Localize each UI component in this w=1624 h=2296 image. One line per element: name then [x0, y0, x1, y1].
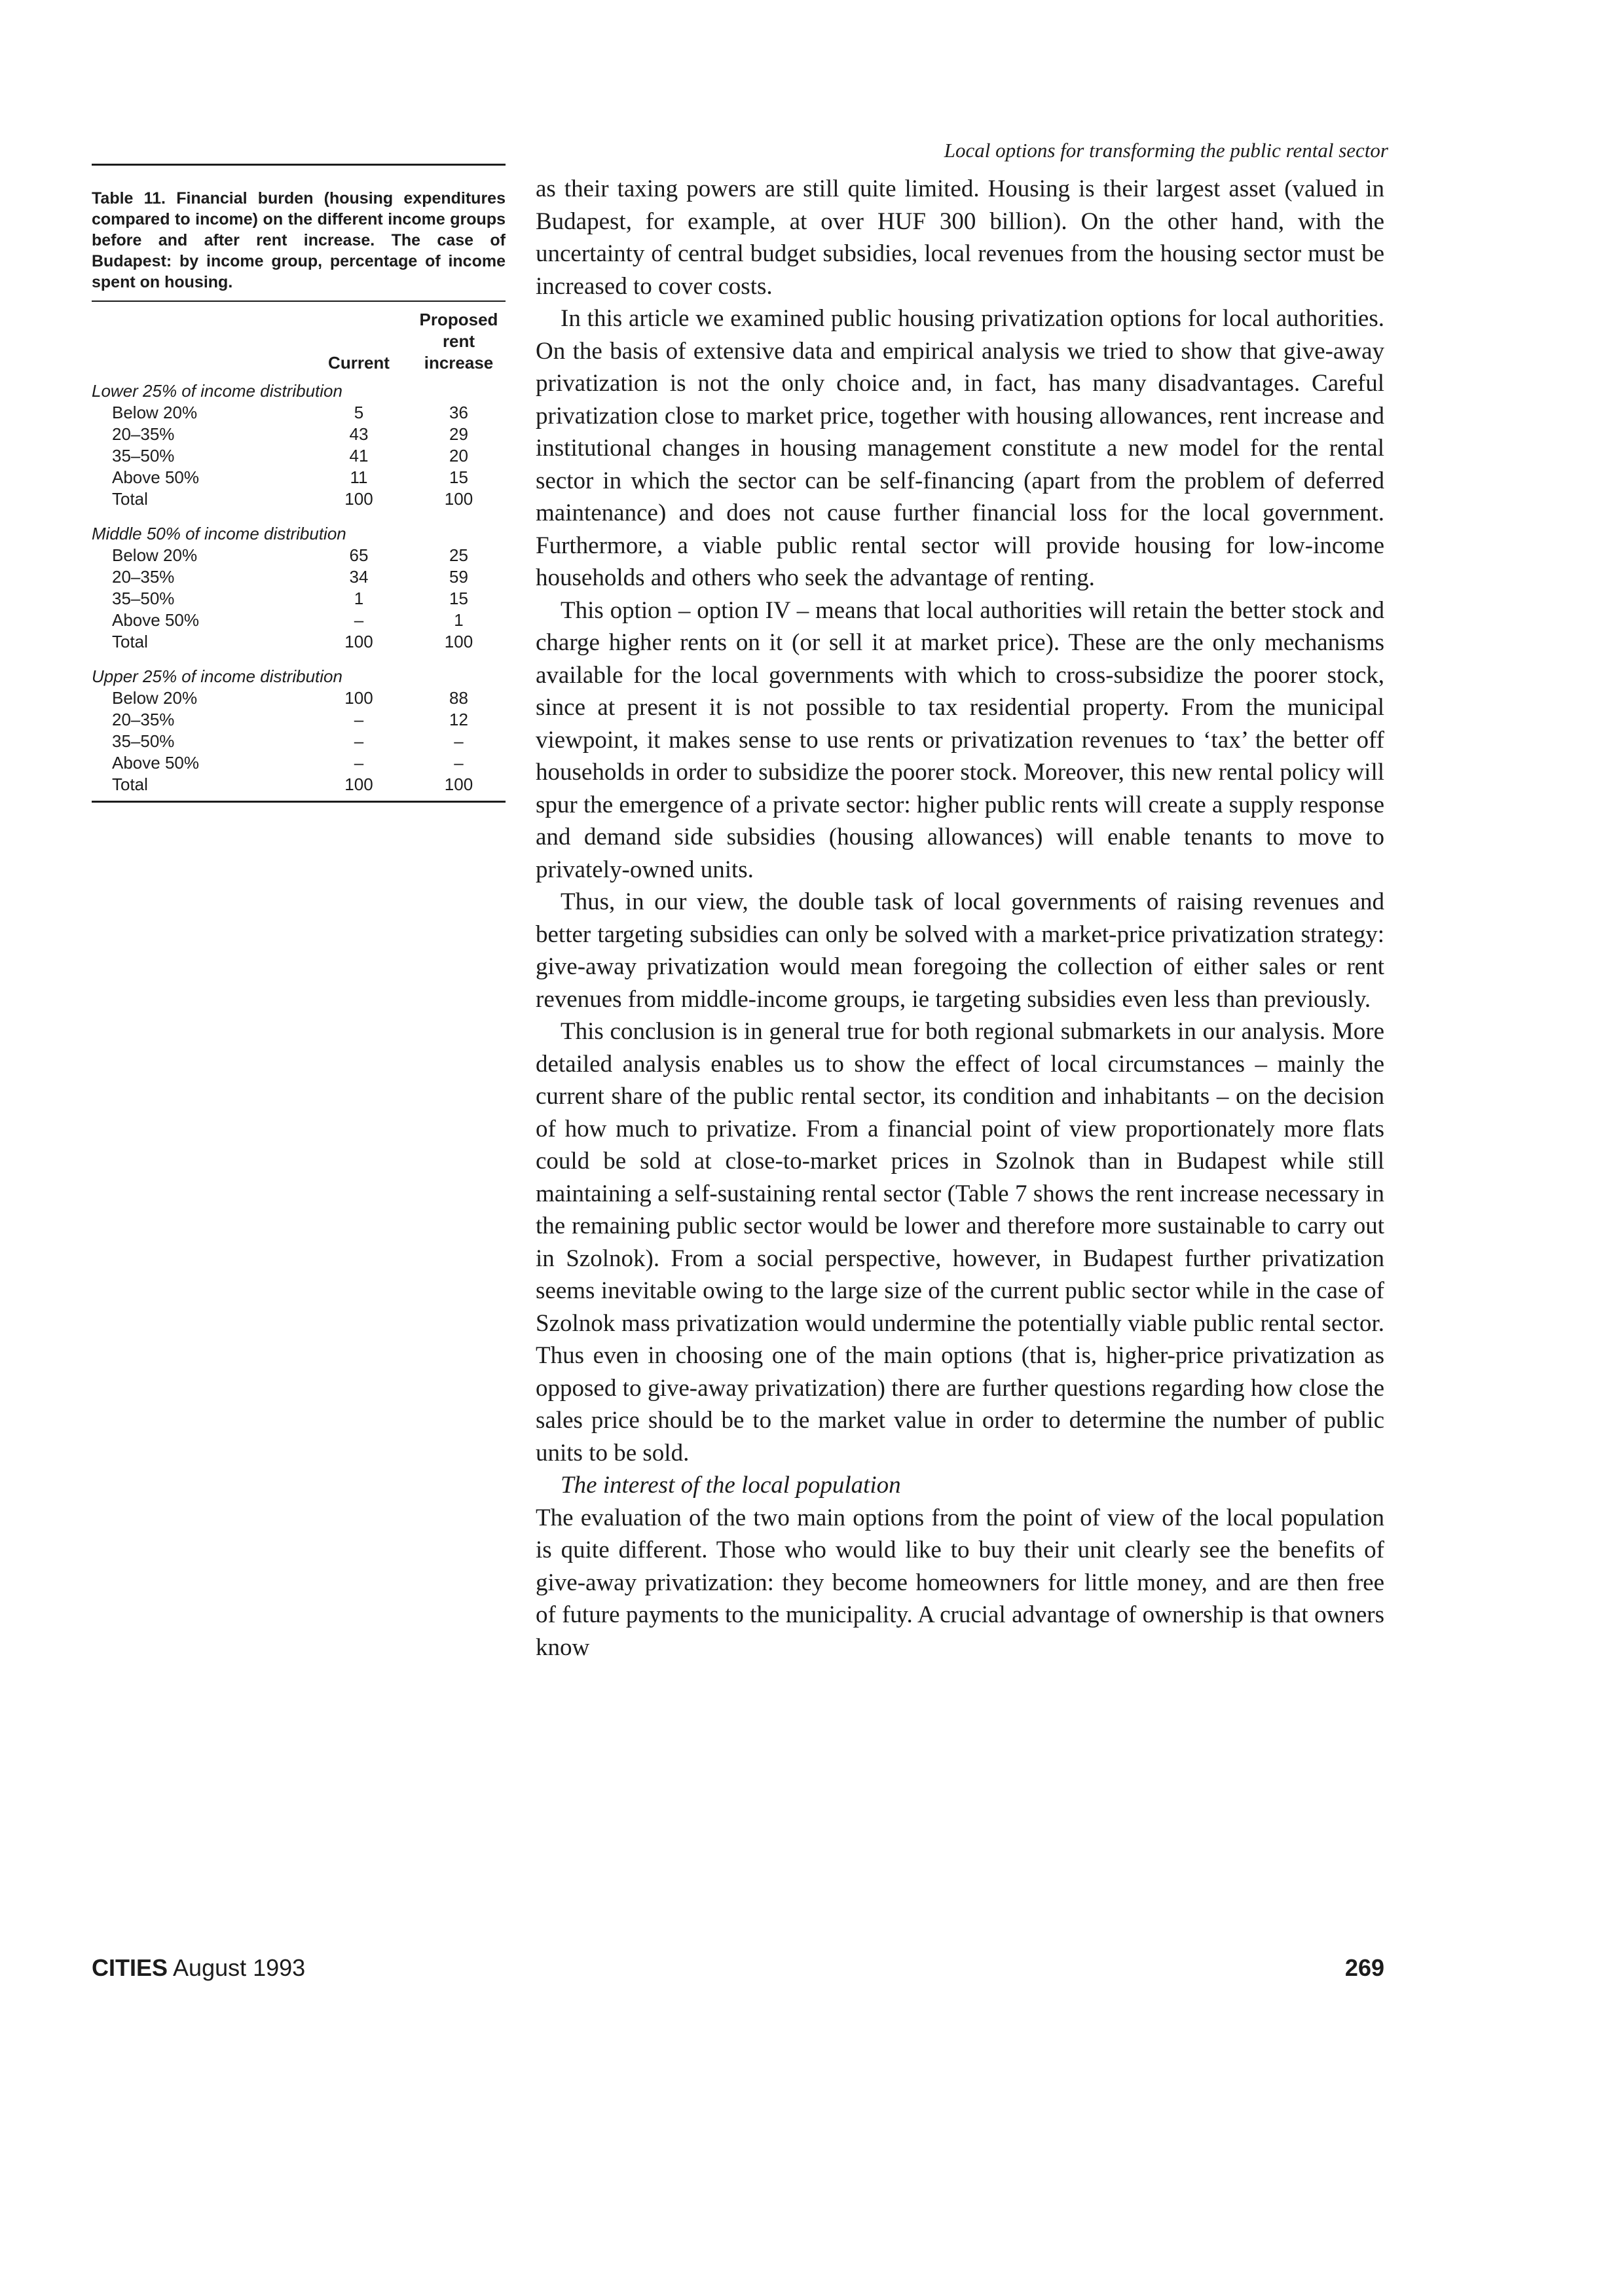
table-group-header: Lower 25% of income distribution — [92, 381, 342, 401]
paragraph: The evaluation of the two main options from the point of view of the local population is quite different. Those who would like to buy their unit clearly see the benefits of give-away privatization: they become homeowners for little money, and are then free of future payments to the municipality. A crucial advantage of ownership is that owners know — [536, 1504, 1384, 1661]
table-row: Below 20% 65 25 — [112, 545, 468, 565]
table-row: 35–50% – – — [112, 731, 464, 751]
running-head: Local options for transforming the public rental sector — [944, 139, 1388, 162]
table-row: Below 20% 100 88 — [112, 688, 468, 708]
table-row: Above 50% – 1 — [112, 610, 464, 630]
table-row: Below 20% 5 36 — [112, 403, 468, 422]
paragraph: Thus, in our view, the double task of local governments of raising revenues and better targeting subsidies can only be solved with a market-price privatization strategy: give-away privatization would mean foregoing the collection of either sales or rent revenues from middle-income groups, ie targeting subsidies even less than previously. — [536, 888, 1384, 1013]
table-group-header: Middle 50% of income distribution — [92, 524, 346, 543]
table-row: Total 100 100 — [112, 774, 473, 794]
table-group-header: Upper 25% of income distribution — [92, 666, 342, 686]
table-row: Total 100 100 — [112, 489, 473, 509]
table-header-rule — [92, 301, 506, 302]
table-row: Above 50% – – — [112, 753, 464, 773]
table-header-row — [92, 308, 506, 378]
journal-name: CITIES — [92, 1954, 168, 1981]
col-header-proposed: Proposed rent increase — [419, 310, 498, 373]
section-heading: The interest of the local population — [561, 1472, 901, 1499]
table-row: 35–50% 41 20 — [112, 446, 468, 465]
table-row: 20–35% 34 59 — [112, 567, 468, 587]
page-number: 269 — [1344, 1954, 1384, 1981]
table-row: Above 50% 11 15 — [112, 467, 468, 487]
table-top-rule — [92, 164, 506, 166]
table-bottom-rule — [92, 801, 506, 803]
table-caption: Table 11. Financial burden (housing expenditures compared to income) on the different income groups before and after rent increase. The case of Budapest: by income group, percentage of income spent on housing. — [92, 189, 506, 291]
col-header-current: Current — [328, 353, 390, 373]
paragraph: In this article we examined public housing privatization options for local authorities. On the basis of extensive data and empirical analysis we tried to show that give-away privatization is not the only choice and, in fact, has many disadvantages. Careful privatization close to market price, together with housing allowances, rent increase and institutional changes in housing management constitute a new model for the rental sector in which the sector can be self-financing (apart from the problem of deferred maintenance) and does not cause further financial loss for the local government. Furthermore, a viable public rental sector will provide housing for low-income households and others who seek the advantage of renting. — [536, 305, 1384, 591]
table-row: 20–35% 43 29 — [112, 424, 468, 444]
paragraph: as their taxing powers are still quite limited. Housing is their largest asset (valued in Budapest, for example, at over HUF 300 billion). On the other hand, with the uncertainty of central budget subsidies, local revenues from the housing sector must be increased to cover costs. — [536, 175, 1384, 300]
table-data — [92, 308, 506, 795]
table-row: 20–35% – 12 — [112, 710, 468, 729]
table-row: 35–50% 1 15 — [112, 589, 468, 608]
body-text — [536, 173, 1384, 1664]
paragraph: This option – option IV – means that local authorities will retain the better stock and charge higher rents on it (or sell it at market price). These are the only mechanisms available for the local governments with which to cross-subsidize the poorer stock, since at present it is not possible to tax residential property. From the municipal viewpoint, it makes sense to use rents or privatization revenues to ‘tax’ the better off households in order to subsidize the poorer stock. Moreover, this new rental policy will spur the emergence of a private sector: higher public rents will create a supply response and demand side subsidies (housing allowances) will enable tenants to move to privately-owned units. — [536, 596, 1384, 883]
paragraph: This conclusion is in general true for both regional submarkets in our analysis. More detailed analysis enables us to show the effect of local circumstances – mainly the current share of the public rental sector, its condition and inhabitants – on the decision of how much to privatize. From a financial point of view proportionately more flats could be sold at close-to-market prices in Szolnok than in Budapest while still maintaining a self-sustaining rental sector (Table 7 shows the rent increase necessary in the remaining public sector would be lower and therefore more sustainable to carry out in Szolnok). From a social perspective, however, in Budapest further privatization seems inevitable owing to the large size of the current public sector while in the case of Szolnok mass privatization would undermine the potentially viable public rental sector. Thus even in choosing one of the main options (that is, higher-price privatization as opposed to give-away privatization) there are further questions regarding how close the sales price should be to the market value in order to determine the number of public units to be sold. — [536, 1018, 1384, 1467]
table-11 — [92, 164, 506, 803]
footer-journal — [92, 1954, 305, 1982]
table-row: Total 100 100 — [112, 632, 473, 651]
issue-date: August 1993 — [173, 1954, 306, 1981]
